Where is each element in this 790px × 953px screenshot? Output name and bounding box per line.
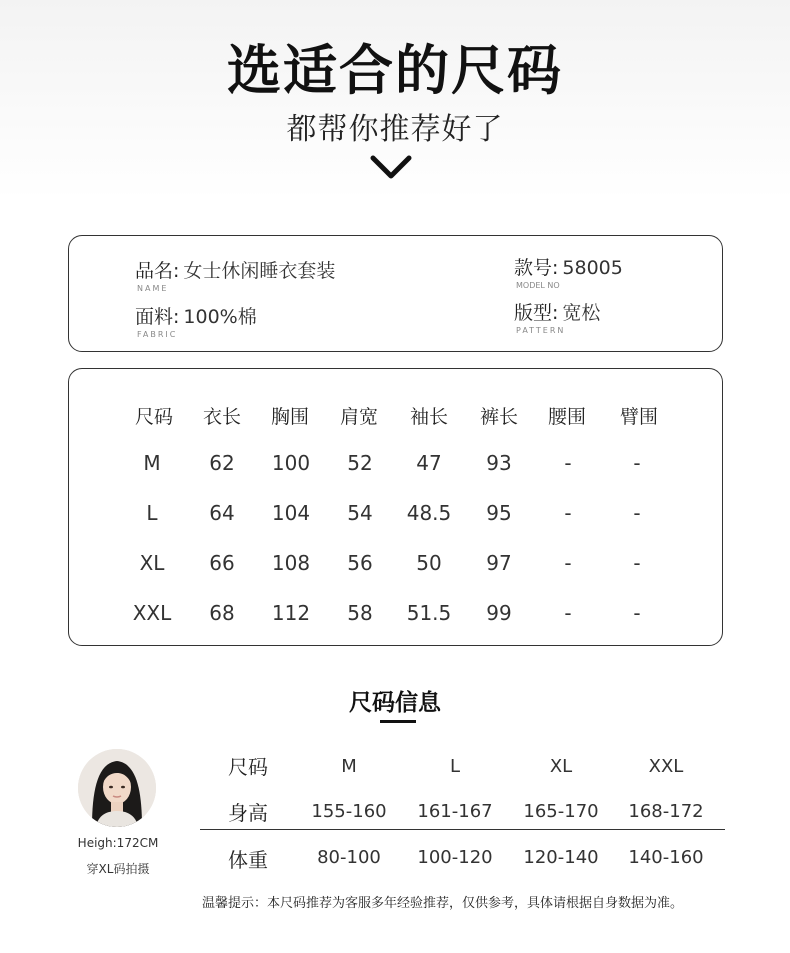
table-divider xyxy=(200,829,725,830)
size-chart-cell: M xyxy=(143,451,161,475)
size-chart-header: 裤长 xyxy=(479,406,518,428)
rec-size: XXL xyxy=(648,756,684,777)
model-no-label: 款号: xyxy=(514,257,559,279)
size-chart-cell: - xyxy=(564,551,572,575)
size-chart-cell: 97 xyxy=(486,551,512,575)
rec-size: L xyxy=(449,756,461,777)
rec-size: M xyxy=(341,756,357,777)
model-no-value: 58005 xyxy=(562,257,623,279)
size-chart-cell: 95 xyxy=(486,501,512,525)
model-no-sub: MODEL NO xyxy=(516,281,560,290)
size-chart-cell: 47 xyxy=(416,451,442,475)
model-no-field xyxy=(514,253,623,290)
model-height: Heigh:172CM xyxy=(77,836,159,850)
size-chart-cell: - xyxy=(564,501,572,525)
size-chart-cell: 62 xyxy=(209,451,235,475)
fabric-sub: FABRIC xyxy=(137,330,178,339)
size-chart-cell: 51.5 xyxy=(406,601,452,625)
chevron-down-icon xyxy=(370,152,412,182)
size-chart-header: 袖长 xyxy=(409,406,448,428)
rec-height: 161-167 xyxy=(417,801,493,822)
page-subtitle: 都帮你推荐好了 xyxy=(286,112,504,147)
rec-weight: 120-140 xyxy=(523,847,599,868)
model-avatar xyxy=(78,749,156,827)
model-portrait-icon xyxy=(78,749,156,827)
rec-height: 155-160 xyxy=(311,801,387,822)
pattern-field xyxy=(514,298,600,335)
fabric-field xyxy=(135,302,257,339)
size-chart-cell: 48.5 xyxy=(406,501,452,525)
size-chart-cell: 54 xyxy=(347,501,373,525)
size-chart-header: 肩宽 xyxy=(339,406,378,428)
product-info-card xyxy=(68,235,723,352)
product-name-label: 品名: xyxy=(135,260,180,282)
product-name-value: 女士休闲睡衣套装 xyxy=(183,260,336,282)
rec-row-label: 体重 xyxy=(228,848,268,872)
section-underline xyxy=(380,720,416,723)
size-chart-cell: 58 xyxy=(347,601,373,625)
size-chart-header: 胸围 xyxy=(270,406,309,428)
fabric-label: 面料: xyxy=(135,306,180,328)
size-tip: 温馨提示：本尺码推荐为客服多年经验推荐，仅供参考，具体请根据自身数据为准。 xyxy=(202,896,684,911)
size-chart-cell: 64 xyxy=(209,501,235,525)
size-chart-cell: - xyxy=(633,451,641,475)
size-chart-cell: 56 xyxy=(347,551,373,575)
size-chart-cell: - xyxy=(633,501,641,525)
size-chart-card xyxy=(68,368,723,646)
pattern-label: 版型: xyxy=(514,302,559,324)
rec-height: 165-170 xyxy=(523,801,599,822)
size-chart-cell: L xyxy=(146,501,158,525)
size-info-title: 尺码信息 xyxy=(349,690,441,716)
page-title: 选适合的尺码 xyxy=(227,39,563,102)
model-size-note: 穿XL码拍摄 xyxy=(86,862,150,876)
size-chart-cell: 112 xyxy=(271,601,311,625)
fabric-value: 100%棉 xyxy=(183,306,257,328)
size-chart-header: 尺码 xyxy=(134,406,173,428)
size-chart-cell: - xyxy=(564,601,572,625)
rec-row-label: 身高 xyxy=(228,801,268,825)
pattern-value: 宽松 xyxy=(562,302,601,324)
size-chart-header: 腰围 xyxy=(547,406,586,428)
size-chart-header: 衣长 xyxy=(202,406,241,428)
size-chart-cell: 108 xyxy=(271,551,311,575)
size-chart-cell: 100 xyxy=(271,451,311,475)
rec-weight: 140-160 xyxy=(628,847,704,868)
size-chart-cell: 93 xyxy=(486,451,512,475)
size-chart-cell: - xyxy=(633,601,641,625)
size-chart-cell: 50 xyxy=(416,551,442,575)
rec-row-label: 尺码 xyxy=(228,755,268,779)
rec-size: XL xyxy=(549,756,573,777)
product-name-sub: NAME xyxy=(137,284,169,293)
size-chart-cell: 66 xyxy=(209,551,235,575)
size-chart-cell: XXL xyxy=(132,601,172,625)
size-chart-cell: 68 xyxy=(209,601,235,625)
rec-weight: 100-120 xyxy=(417,847,493,868)
rec-weight: 80-100 xyxy=(317,847,381,868)
size-chart-cell: 99 xyxy=(486,601,512,625)
product-name-field xyxy=(135,256,335,293)
size-chart-cell: - xyxy=(633,551,641,575)
pattern-sub: PATTERN xyxy=(516,326,566,335)
size-chart-cell: 52 xyxy=(347,451,373,475)
size-chart-cell: - xyxy=(564,451,572,475)
size-chart-cell: 104 xyxy=(271,501,311,525)
rec-height: 168-172 xyxy=(628,801,704,822)
size-chart-cell: XL xyxy=(139,551,165,575)
size-chart-header: 臂围 xyxy=(619,406,658,428)
